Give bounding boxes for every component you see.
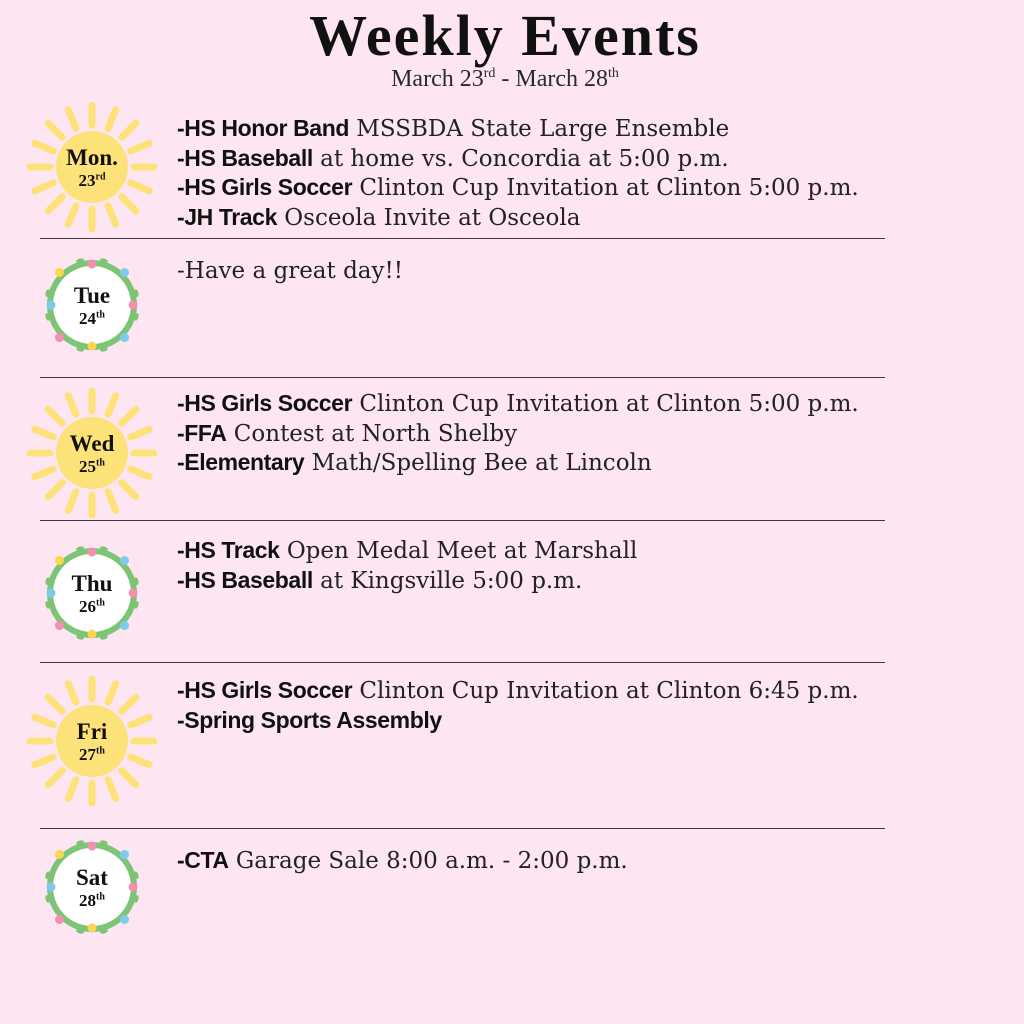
day-badge: [27, 822, 157, 952]
day-name: Thu: [71, 570, 113, 596]
date-range: [0, 66, 1010, 93]
divider: [40, 238, 885, 239]
day-name: Mon.: [66, 144, 118, 170]
event-item: -Have a great day!!: [177, 258, 403, 284]
event-list: [177, 676, 859, 735]
day-date: 27th: [79, 744, 105, 764]
day-badge: [27, 676, 157, 806]
event-item: -JH Track Osceola Invite at Osceola: [177, 203, 581, 231]
day-badge: [27, 388, 157, 518]
event-item: -HS Baseball at Kingsville 5:00 p.m.: [177, 566, 583, 594]
event-item: -HS Honor Band MSSBDA State Large Ensemble: [177, 115, 730, 142]
day-name: Tue: [73, 282, 111, 308]
divider: [40, 520, 885, 521]
event-item: -HS Girls Soccer Clinton Cup Invitation at Clinton 5:00 p.m.: [177, 174, 859, 201]
event-list: [177, 536, 637, 595]
divider: [40, 377, 885, 378]
day-date: 24th: [79, 308, 105, 328]
date-range-start-suffix: rd: [483, 66, 496, 81]
day-name: Fri: [76, 718, 108, 744]
event-item: -HS Girls Soccer Clinton Cup Invitation at Clinton 5:00 p.m.: [177, 390, 859, 417]
event-list: [177, 256, 403, 286]
event-item: -HS Track Open Medal Meet at Marshall: [177, 537, 638, 564]
day-name: Wed: [69, 430, 115, 456]
event-list: [177, 114, 859, 232]
divider: [40, 828, 885, 829]
divider: [40, 662, 885, 663]
day-date: 23rd: [78, 170, 106, 190]
day-date: 26th: [79, 596, 105, 616]
event-item: -HS Baseball at home vs. Concordia at 5:00 p.m.: [177, 144, 729, 172]
day-date: 28th: [79, 890, 105, 910]
day-badge: [27, 102, 157, 232]
date-range-end: March 28: [515, 66, 609, 92]
day-name: Sat: [76, 864, 108, 890]
page-title: Weekly Events: [309, 3, 701, 68]
day-badge: [27, 528, 157, 658]
event-item: -Spring Sports Assembly: [177, 706, 442, 733]
day-badge: [27, 240, 157, 370]
date-range-end-suffix: th: [608, 66, 619, 81]
event-item: -FFA Contest at North Shelby: [177, 419, 518, 447]
event-list: [177, 846, 628, 876]
event-item: -HS Girls Soccer Clinton Cup Invitation at Clinton 6:45 p.m.: [177, 677, 859, 704]
event-item: -CTA Garage Sale 8:00 a.m. - 2:00 p.m.: [177, 847, 628, 874]
date-range-separator: -: [495, 66, 516, 92]
event-list: [177, 389, 859, 478]
day-date: 25th: [79, 456, 105, 476]
event-item: -Elementary Math/Spelling Bee at Lincoln: [177, 449, 652, 476]
date-range-start: March 23: [391, 66, 484, 92]
